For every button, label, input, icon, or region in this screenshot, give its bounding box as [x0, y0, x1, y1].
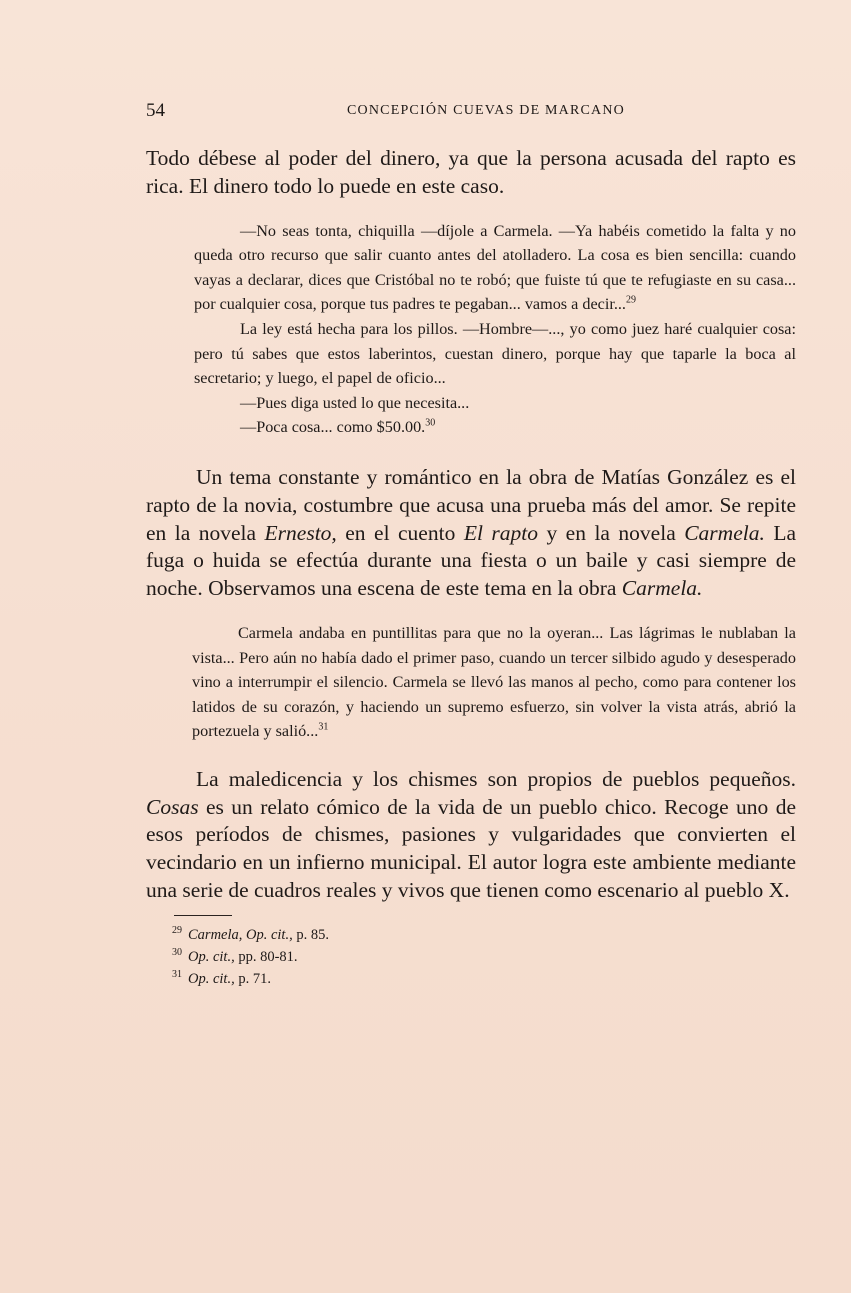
paragraph-3: La maledicencia y los chismes son propios de pueblos pequeños. Cosas es un relato cómico de la vida de un pueblo chico. Recoge uno de esos períodos de chismes, pasiones y vulgaridades que convierten el vecindario en un infierno municipal. El autor logra este ambiente mediante una serie de cuadros reales y vivos que tienen como escenario al pueblo X. — [146, 766, 796, 903]
footnote-ref-31: 31 — [318, 721, 329, 733]
paragraph-1: Todo débese al poder del dinero, ya que la persona acusada del rapto es rica. El dinero todo lo puede en este caso. — [146, 146, 796, 198]
title-cosas: Cosas — [146, 794, 199, 819]
paragraph-2: Un tema constante y romántico en la obra de Matías González es el rapto de la novia, costumbre que acusa una prueba más del amor. Se repite en la novela Ernesto, en el cuento El rapto y en la novela Carmela. La fuga o huida se efectúa durante una fiesta o un baile y casi siempre de noche. Observamos una escena de este tema en la obra Carmela. — [146, 464, 796, 601]
title-carmela: Carmela. — [684, 520, 765, 545]
footnotes — [172, 922, 796, 987]
title-ernesto: Ernesto, — [264, 520, 337, 545]
page-number: 54 — [146, 100, 165, 121]
footnote-30: $^{30}$ Op. cit., pp. 80-81. — [172, 946, 298, 965]
running-head: CONCEPCIÓN CUEVAS DE MARCANO — [347, 103, 625, 118]
page-body — [146, 145, 796, 987]
quote-1-para-3: —Pues diga usted lo que necesita... — [240, 393, 470, 412]
footnote-31: $^{31}$ Op. cit., p. 71. — [172, 968, 271, 987]
title-carmela-2: Carmela. — [621, 576, 703, 601]
footnote-rule — [174, 915, 232, 916]
title-el-rapto: El rapto — [463, 520, 538, 545]
footnote-29: $^{29}$ Carmela, Op. cit., p. 85. — [172, 924, 329, 943]
footnote-ref-29: 29 — [625, 294, 636, 306]
page-header — [146, 100, 796, 124]
block-quote-1 — [194, 219, 796, 440]
quote-1-para-4: —Poca cosa... como $50.00.30 — [240, 417, 436, 437]
footnote-ref-30: 30 — [425, 417, 436, 429]
quote-1-para-2: La ley está hecha para los pillos. —Hombre—..., yo como juez haré cualquier cosa: pero tú sabes que estos laberintos, cuestan dinero, porque hay que taparle la boca al secretario; y luego, el papel de oficio... — [194, 319, 796, 388]
quote-2-para-1: Carmela andaba en puntillitas para que no la oyeran... Las lágrimas le nublaban la vista... Pero aún no había dado el primer paso, cuando un tercer silbido agudo y desesperado vino a interrumpir el silencio. Carmela se llevó las manos al pecho, como para contener los latidos de su corazón, y haciendo un supremo esfuerzo, sin volver la vista atrás, abrió la portezuela y salió...$^{31}$ — [192, 623, 796, 741]
quote-1-para-1: —No seas tonta, chiquilla —díjole a Carmela. —Ya habéis cometido la falta y no queda otro recurso que salir cuanto antes del atolladero. La cosa es bien sencilla: cuando vayas a declarar, dices que Cristóbal no te robó; que fuiste tú que te refugiaste en su casa... por cualquier cosa, porque tus padres te pegaban... vamos a decir...$^{29}$ — [194, 221, 796, 314]
block-quote-2 — [192, 621, 796, 744]
